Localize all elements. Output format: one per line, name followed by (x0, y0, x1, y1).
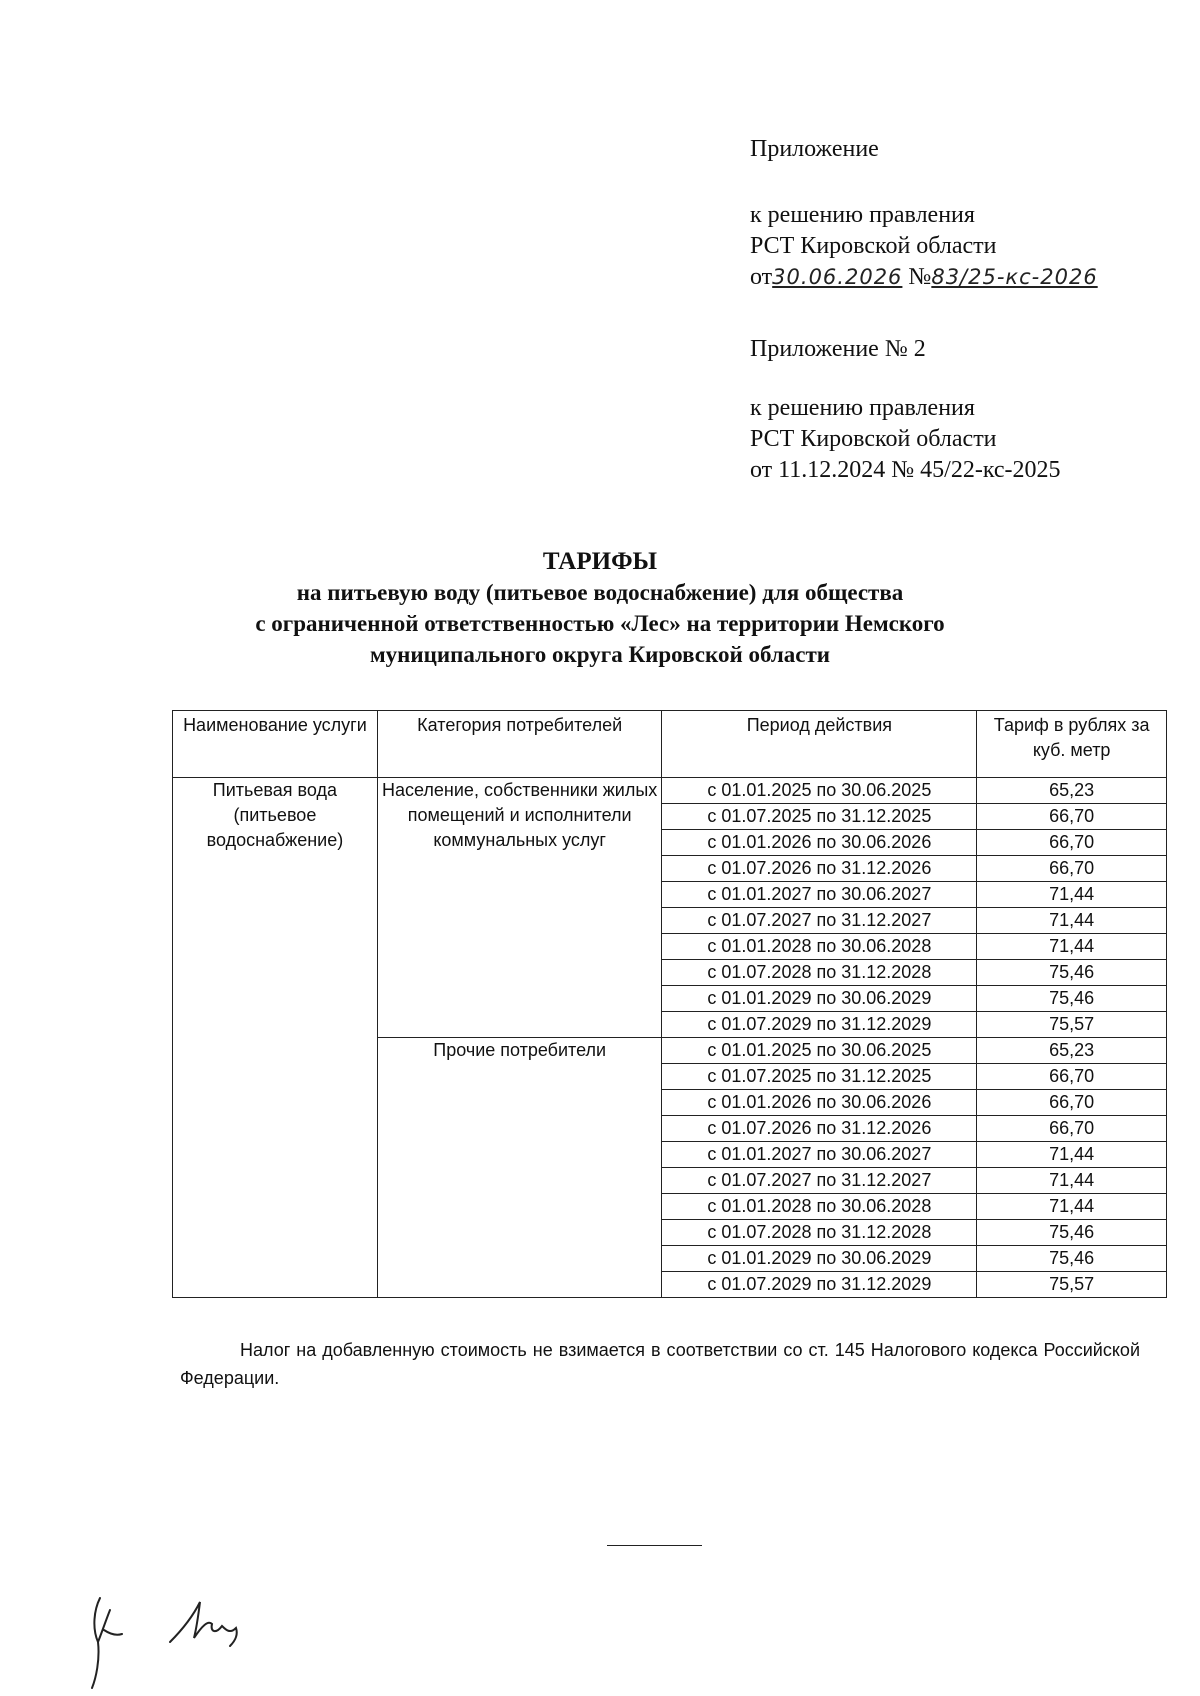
appendix-2-title: Приложение № 2 (750, 336, 926, 362)
header-service: Наименование услуги (173, 711, 378, 778)
heading-line-3: муниципального округа Кировской области (369, 642, 831, 667)
appendix-2-line-3: от 11.12.2024 № 45/22-кс-2025 (750, 457, 1061, 483)
tariff-cell: 66,70 (977, 1064, 1167, 1090)
category-cell: Население, собственники жилых помещений и исполнители коммунальных услуг (377, 778, 662, 1038)
tariff-cell: 71,44 (977, 882, 1167, 908)
period-cell: с 01.01.2026 по 30.06.2026 (662, 830, 977, 856)
appendix-1-date-number (750, 262, 1130, 293)
tariff-cell: 65,23 (977, 1038, 1167, 1064)
tariff-cell: 66,70 (977, 856, 1167, 882)
appendix-1-title: Приложение (750, 136, 879, 162)
header-category: Категория потребителей (377, 711, 662, 778)
table-header-row (173, 711, 1167, 778)
signatures (80, 1590, 280, 1690)
appendix-1-line-1: к решению правления (750, 202, 975, 228)
tariff-cell: 75,57 (977, 1272, 1167, 1298)
tariff-cell: 71,44 (977, 908, 1167, 934)
date-prefix: от (750, 264, 773, 290)
handwritten-date: 30.06.2026 (772, 265, 903, 289)
tariff-cell: 71,44 (977, 934, 1167, 960)
tariff-cell: 71,44 (977, 1142, 1167, 1168)
vat-note: Налог на добавленную стоимость не взимается в соответствии со ст. 145 Налогового кодекса Российской Федерации. (180, 1340, 1140, 1388)
heading-line-2: с ограниченной ответственностью «Лес» на территории Немского (255, 611, 945, 636)
period-cell: с 01.01.2027 по 30.06.2027 (662, 1142, 977, 1168)
header-period: Период действия (662, 711, 977, 778)
tariff-cell: 75,57 (977, 1012, 1167, 1038)
footer-divider (607, 1545, 702, 1546)
table-row (173, 778, 1167, 804)
period-cell: с 01.07.2028 по 31.12.2028 (662, 1220, 977, 1246)
tariff-cell: 66,70 (977, 830, 1167, 856)
tariffs-table (172, 710, 1167, 1298)
document-heading (150, 546, 1050, 670)
handwritten-number: 83/25-кс-2026 (931, 265, 1098, 289)
period-cell: с 01.01.2025 по 30.06.2025 (662, 778, 977, 804)
period-cell: с 01.01.2027 по 30.06.2027 (662, 882, 977, 908)
appendix-2-reference (750, 393, 1130, 486)
tariff-cell: 66,70 (977, 1116, 1167, 1142)
tariff-cell: 75,46 (977, 1220, 1167, 1246)
appendix-2-line-1: к решению правления (750, 395, 975, 421)
period-cell: с 01.07.2025 по 31.12.2025 (662, 804, 977, 830)
heading-main: ТАРИФЫ (542, 548, 658, 575)
period-cell: с 01.07.2027 по 31.12.2027 (662, 1168, 977, 1194)
period-cell: с 01.07.2029 по 31.12.2029 (662, 1272, 977, 1298)
period-cell: с 01.07.2026 по 31.12.2026 (662, 1116, 977, 1142)
period-cell: с 01.01.2026 по 30.06.2026 (662, 1090, 977, 1116)
appendix-1-reference (750, 200, 1130, 293)
period-cell: с 01.07.2028 по 31.12.2028 (662, 960, 977, 986)
period-cell: с 01.01.2028 по 30.06.2028 (662, 1194, 977, 1220)
period-cell: с 01.01.2025 по 30.06.2025 (662, 1038, 977, 1064)
period-cell: с 01.01.2028 по 30.06.2028 (662, 934, 977, 960)
tariff-cell: 71,44 (977, 1168, 1167, 1194)
period-cell: с 01.07.2029 по 31.12.2029 (662, 1012, 977, 1038)
tariff-cell: 75,46 (977, 960, 1167, 986)
period-cell: с 01.07.2027 по 31.12.2027 (662, 908, 977, 934)
signature-2 (170, 1602, 237, 1646)
header-tariff: Тариф в рублях за куб. метр (977, 711, 1167, 778)
appendix-1-line-2: РСТ Кировской области (750, 233, 997, 259)
tariff-cell: 75,46 (977, 1246, 1167, 1272)
appendix-2-line-2: РСТ Кировской области (750, 426, 997, 452)
tariff-cell: 75,46 (977, 986, 1167, 1012)
period-cell: с 01.01.2029 по 30.06.2029 (662, 986, 977, 1012)
tariff-cell: 66,70 (977, 1090, 1167, 1116)
period-cell: с 01.07.2026 по 31.12.2026 (662, 856, 977, 882)
tariff-cell: 66,70 (977, 804, 1167, 830)
heading-line-1: на питьевую воду (питьевое водоснабжение) для общества (296, 580, 904, 605)
tariff-cell: 65,23 (977, 778, 1167, 804)
period-cell: с 01.07.2025 по 31.12.2025 (662, 1064, 977, 1090)
service-name-cell: Питьевая вода (питьевое водоснабжение) (173, 778, 378, 1298)
tariff-cell: 71,44 (977, 1194, 1167, 1220)
category-cell: Прочие потребители (377, 1038, 662, 1298)
number-prefix: № (908, 264, 932, 290)
period-cell: с 01.01.2029 по 30.06.2029 (662, 1246, 977, 1272)
signature-1 (92, 1598, 122, 1688)
